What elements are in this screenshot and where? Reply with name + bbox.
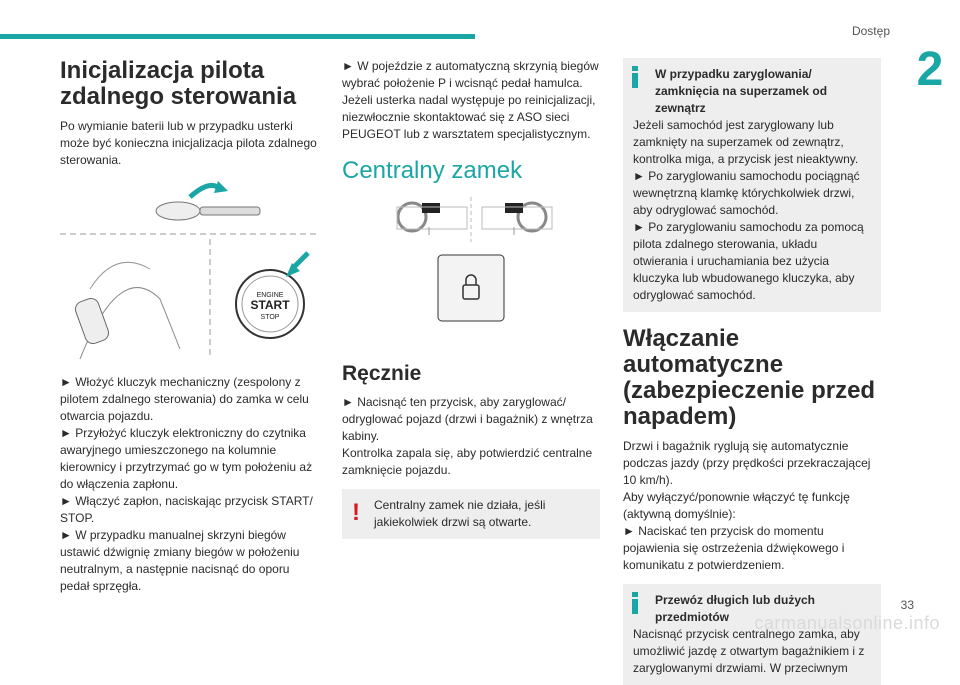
auto-line-2: Aby wyłączyć/ponownie włączyć tę funkcję (aktywną domyślnie): [623,490,850,521]
warning-icon: ! [352,499,360,526]
warning-text: Centralny zamek nie działa, jeśli jakiekolwiek drzwi są otwarte. [374,498,546,529]
manual-text-2: Kontrolka zapala się, aby potwierdzić centralne zamknięcie pojazdu. [342,446,593,477]
central-lock-button [438,255,504,321]
svg-text:ENGINE: ENGINE [256,292,284,299]
key-illustration [60,179,318,366]
info-icon [631,592,639,614]
info2-text: Nacisnąć przycisk centralnego zamka, aby umożliwić jazdę z otwartym bagażnikiem i z zaryglowanymi drzwiami. W przeciwnym [633,627,865,675]
info-icon [631,66,639,88]
svg-text:STOP: STOP [260,314,280,321]
fault-text: Jeżeli usterka nadal występuje po reinicjalizacji, niezwłocznie skontaktować się z ASO sieci PEUGEOT lub z warsztatem specjalistycznym. [342,93,596,141]
info1-line-1: Jeżeli samochód jest zaryglowany lub zamknięty na superzamek od zewnątrz, kontrolka miga, a przycisk jest nieaktywny. [633,118,859,166]
step-2: ► Przyłożyć kluczyk elektroniczny do czytnika awaryjnego umieszczonego na kolumnie kierownicy i przytrzymać go w tym położeniu aż do włączenia zapłonu. [60,426,313,491]
watermark: carmanualsonline.info [754,613,940,633]
manual-title: Ręcznie [342,362,422,385]
column-1 [60,58,318,595]
header-accent-bar [0,34,475,39]
manual-text: ► Nacisnąć ten przycisk, aby zaryglować/ odryglować pojazd (drzwi i bagażnik) z wnętrza kabiny. [342,395,593,443]
lock-illustrations [342,197,600,352]
steering-wheel-right-icon [482,203,552,235]
info-box-locked [623,58,881,312]
section-name: Dostęp [851,24,890,38]
auto-line-3: ► Naciskać ten przycisk do momentu pojawienia się ostrzeżenia dźwiękowego i komunikatu z potwierdzeniem. [623,524,845,572]
step-4: ► W przypadku manualnej skrzyni biegów ustawić dźwignię zmiany biegów w położeniu neutralnym, a następnie nacisnąć do oporu pedał sprzęgła. [60,528,300,593]
info2-title: Przewóz długich lub dużych przedmiotów [655,593,816,624]
column-3 [623,58,881,685]
svg-text:START: START [250,298,290,312]
key-card-icon [73,296,111,346]
central-lock-title: Centralny zamek [342,157,523,184]
remote-init-intro: Po wymianie baterii lub w przypadku usterki może być konieczna inicjalizacja pilota zdalnego sterowania. [60,119,317,167]
page-number: 33 [900,598,914,612]
warning-box [342,489,600,539]
info1-title: W przypadku zaryglowania/ zamknięcia na superzamek od zewnątrz [655,67,828,115]
info1-line-3: ► Po zaryglowaniu samochodu za pomocą pilota zdalnego sterowania, układu otwierania i uruchamiania bez użycia kluczyka lub wbudowanego kluczyka, aby odryglować samochód. [633,220,864,302]
auto-gearbox-step: ► W pojeździe z automatyczną skrzynią biegów wybrać położenie P i wcisnąć pedał hamulca. [342,59,599,90]
auto-lock-title: Włączanie automatyczne (zabezpieczenie przed napadem) [623,325,876,430]
info-box-transport [623,584,881,685]
key-fob-icon [156,202,260,220]
step-3: ► Włączyć zapłon, naciskając przycisk START/ STOP. [60,494,313,525]
step-1: ► Włożyć kluczyk mechaniczny (zespolony z pilotem zdalnego sterowania) do zamka w celu otwarcia pojazdu. [60,375,309,423]
info1-line-2: ► Po zaryglowaniu samochodu pociągnąć wewnętrzną klamkę którychkolwiek drzwi, aby odryglować samochód. [633,169,860,217]
chapter-number: 2 [916,43,944,96]
remote-init-title: Inicjalizacja pilota zdalnego sterowania [60,57,297,110]
column-2 [342,58,600,539]
steering-wheel-left-icon [397,203,467,235]
auto-line-1: Drzwi i bagażnik ryglują się automatycznie podczas jazdy (przy prędkości przekraczającej 10 km/h). [623,439,871,487]
